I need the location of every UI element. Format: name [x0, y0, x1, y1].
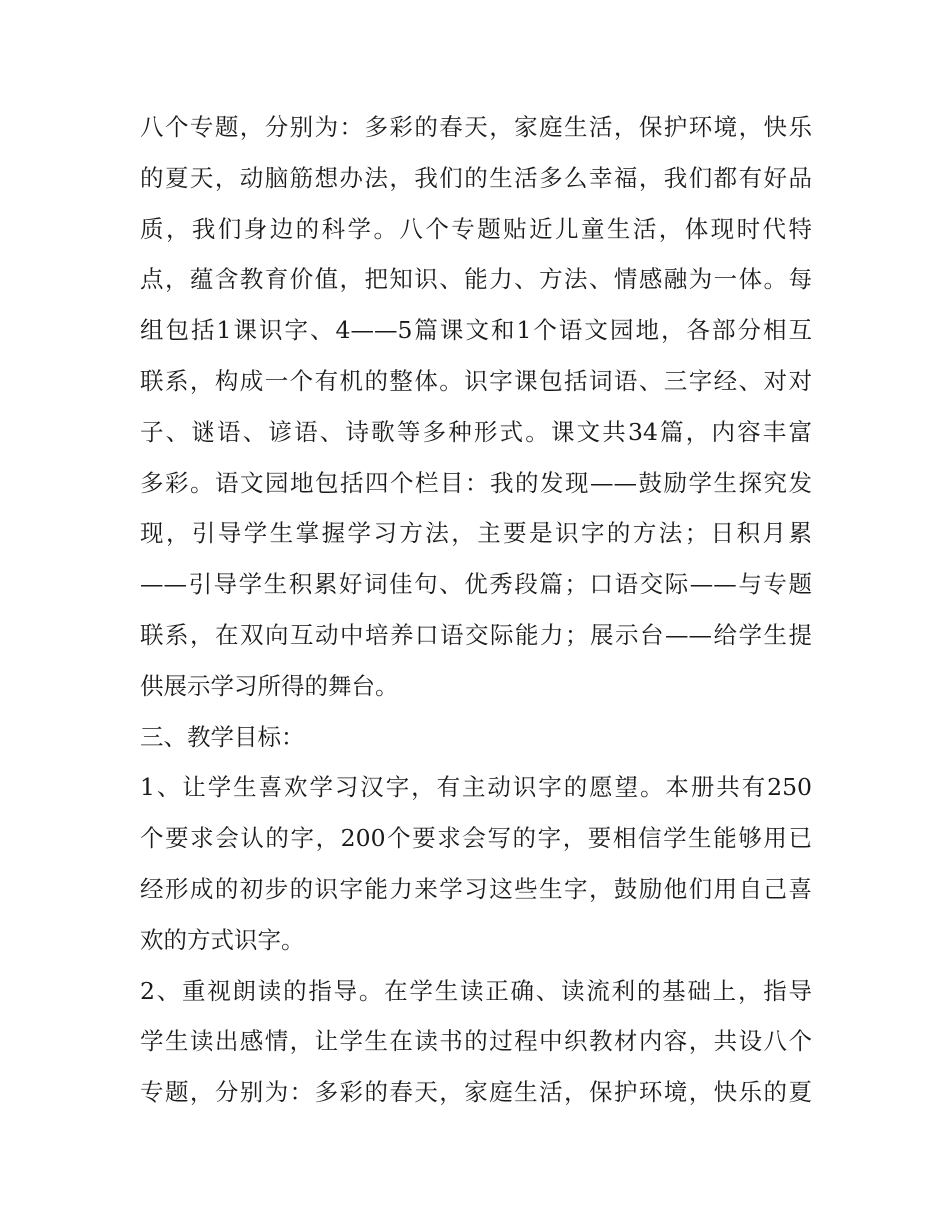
- text-line: 联系，构成一个有机的整体。识字课包括词语、三字经、对对: [140, 366, 812, 395]
- section-heading: 三、教学目标：: [140, 722, 305, 751]
- text-line: 供展示学习所得的舞台。: [140, 671, 399, 700]
- text-line: 点，蕴含教育价值，把知识、能力、方法、情感融为一体。每: [140, 265, 812, 294]
- document-page: [140, 102, 812, 1118]
- text-line: 1、让学生喜欢学习汉字，有主动识字的愿望。本册共有250: [140, 773, 812, 802]
- text-line: 子、谜语、谚语、诗歌等多种形式。课文共34篇，内容丰富: [140, 417, 812, 446]
- text-line: 的夏天，动脑筋想办法，我们的生活多么幸福，我们都有好品: [140, 163, 812, 192]
- text-line: 联系，在双向互动中培养口语交际能力；展示台——给学生提: [140, 620, 812, 649]
- text-line: 欢的方式识字。: [140, 925, 305, 954]
- text-line: 2、重视朗读的指导。在学生读正确、读流利的基础上，指导: [140, 976, 812, 1005]
- text-line: 个要求会认的字，200个要求会写的字，要相信学生能够用已: [140, 824, 812, 853]
- text-line: 质，我们身边的科学。八个专题贴近儿童生活，体现时代特: [140, 214, 812, 243]
- text-line: 现，引导学生掌握学习方法，主要是识字的方法；日积月累: [140, 519, 812, 548]
- text-line: 八个专题，分别为：多彩的春天，家庭生活，保护环境，快乐: [140, 113, 812, 141]
- text-line: 经形成的初步的识字能力来学习这些生字，鼓励他们用自己喜: [140, 874, 812, 903]
- text-line: 组包括1课识字、4——5篇课文和1个语文园地，各部分相互: [140, 316, 812, 345]
- text-line: ——引导学生积累好词佳句、优秀段篇；口语交际——与专题: [140, 570, 812, 599]
- text-line: 学生读出感情，让学生在读书的过程中织教材内容，共设八个: [140, 1027, 812, 1056]
- text-line: 专题，分别为：多彩的春天，家庭生活，保护环境，快乐的夏: [140, 1078, 812, 1107]
- text-line: 多彩。语文园地包括四个栏目：我的发现——鼓励学生探究发: [140, 468, 812, 497]
